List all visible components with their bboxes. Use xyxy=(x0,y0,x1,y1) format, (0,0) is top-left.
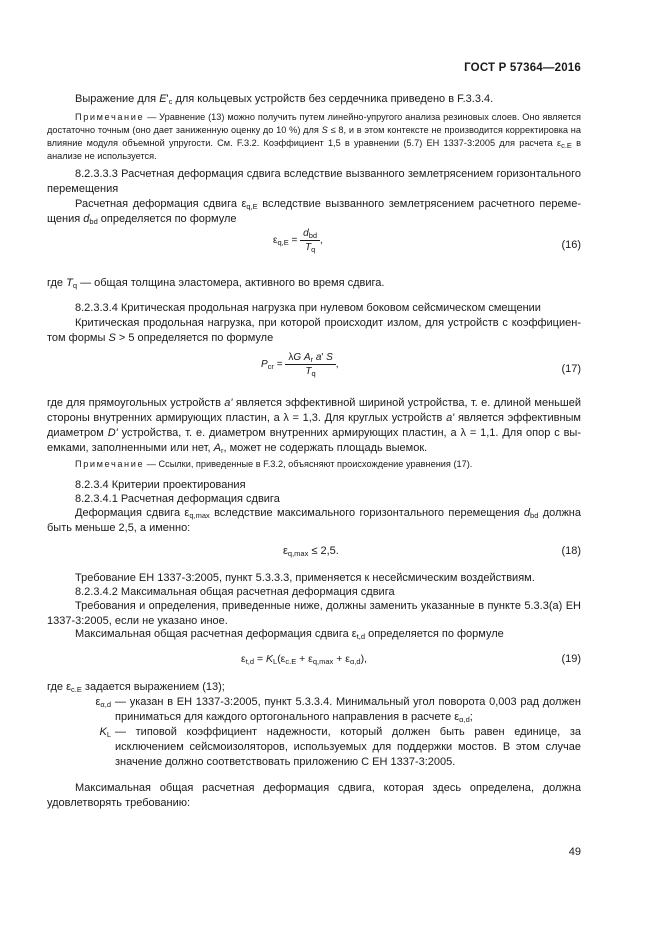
section-8-2-3-4: 8.2.3.4 Критерии проектирования xyxy=(75,479,246,491)
equation-19-number: (19) xyxy=(561,653,581,665)
equation-17-formula: $P_{cr}$ = $\frac{\lambda G A_r a' S}{T_q}$ , xyxy=(261,352,339,378)
paragraph-shear-max: Деформация сдвига $\varepsilon_{q,max}$ вследствие максимального горизонтального перемещения $d_{bd}$ должна быть меньше 2,5, а именно: xyxy=(47,507,581,534)
equation-19 xyxy=(47,653,581,671)
section-8-2-3-4-1: 8.2.3.4.1 Расчетная деформация сдвига xyxy=(75,493,280,505)
note-2: Примечание — Ссылки, приведенные в F.3.2, объясняют происхождение уравнения (17). xyxy=(75,459,473,469)
definition-ealpha-d: $\varepsilon_{\alpha,d}$ — указан в ЕН 1337-3:2005, пункт 5.3.3.4. Минимальный угол поворота 0,003 рад должен приниматься для каждого ортогонального направления в расчете $\varepsilon_{\alpha,d}$; xyxy=(47,695,581,727)
equation-19-formula: $\varepsilon_{t,d} = K_L(\varepsilon_{c.E} + \varepsilon_{q,max} + \varepsilon_{\alpha,d})$, xyxy=(241,653,367,666)
paragraph-replace-requirements: Требования и определения, приведенные ниже, должны заменить указанные в пункте 5.3.3(а) ЕН 1337-3:2005, если не указано иное. xyxy=(47,600,581,627)
section-8-2-3-3-4: 8.2.3.3.4 Критическая продольная нагрузка при нулевом боковом сейсмическом смещении xyxy=(75,302,541,314)
symbol-ealpha-d: $\varepsilon_{\alpha,d}$ xyxy=(95,696,111,709)
definition-ec-e: где $\varepsilon_{c.E}$ задается выражением (13); xyxy=(47,681,225,694)
paragraph-ec-expression: Выражение для $E'_c$ для кольцевых устройств без сердечника приведено в F.3.3.4. xyxy=(75,93,494,106)
equation-18-formula: $\varepsilon_{q,max} \le 2,5$. xyxy=(283,545,339,558)
note-1: Примечание — Уравнение (13) можно получить путем линейно-упругого анализа резиновых слоев. Оно является достаточно точным (оно дает заниженную оценку до 10 %) для S ≤ 8, и в этом контексте не производится корректировка на влияние модуля объемной упругости. См. F.3.2. Коэффициент 1,5 в уравнении (5.7) ЕН 1337-3:2005 для расчета $\varepsilon_{c.E}$ в анализе не используется. xyxy=(47,112,582,161)
paragraph-critical-load: Критическая продольная нагрузка, при которой происходит излом, для устройств с коэффициентом формы S > 5 определяется по формуле xyxy=(47,317,581,344)
paragraph-requirement: Требование ЕН 1337-3:2005, пункт 5.3.3.3, применяется к несейсмическим воздействиям. xyxy=(75,572,535,584)
equation-16-number: (16) xyxy=(561,239,581,251)
section-8-2-3-4-2: 8.2.3.4.2 Максимальная общая расчетная деформация сдвига xyxy=(75,586,395,598)
equation-18-number: (18) xyxy=(561,545,581,557)
equation-16 xyxy=(47,228,581,264)
equation-16-formula: $\varepsilon_{q,E}$ = $\frac{d_{bd}}{T_q}$ , xyxy=(273,228,323,254)
definition-kl: $K_L$ — типовой коэффициент надежности, который должен быть равен единице, за исключением сейсмоизоляторов, используемых для поддержки мостов. В этом случае значение должно соответствовать приложению С ЕН 1337-3:2005. xyxy=(47,725,581,771)
paragraph-tq-definition: где $T_q$ — общая толщина эластомера, активного во время сдвига. xyxy=(47,277,385,290)
paragraph-shear-deformation: Расчетная деформация сдвига $\varepsilon_{q,E}$ вследствие вызванного землетрясением расчетного перемещения $d_{bd}$ определяется по формуле xyxy=(47,198,581,226)
symbol-kl: $K_L$ xyxy=(99,726,111,739)
equation-18 xyxy=(47,545,581,563)
page-number: 49 xyxy=(568,846,581,858)
section-8-2-3-3-3: 8.2.3.3.3 Расчетная деформация сдвига вследствие вызванного землетрясением горизонтального перемещения xyxy=(47,168,581,195)
equation-17 xyxy=(47,352,581,388)
paragraph-max-total: Максимальная общая расчетная деформация сдвига $\varepsilon_{t,d}$ определяется по формуле xyxy=(75,628,504,641)
document-header: ГОСТ Р 57364—2016 xyxy=(464,62,581,74)
paragraph-rectangular-devices: где для прямоугольных устройств a' является эффективной шириной устройства, т. е. длиной меньшей стороны внутренних армирующих пластин, а λ = 1,3. Для круглых устройств a' является эффективным диаметром D' устройства, т. е. диаметром внутренних армирующих пластин, а λ = 1,1. Для опор с выемками, заполненными или нет, $A_r$, может не содержать площадь выемок. xyxy=(47,397,581,455)
equation-17-number: (17) xyxy=(561,363,581,375)
paragraph-final-requirement: Максимальная общая расчетная деформация сдвига, которая здесь определена, должна удовлетворять требованию: xyxy=(47,782,581,809)
